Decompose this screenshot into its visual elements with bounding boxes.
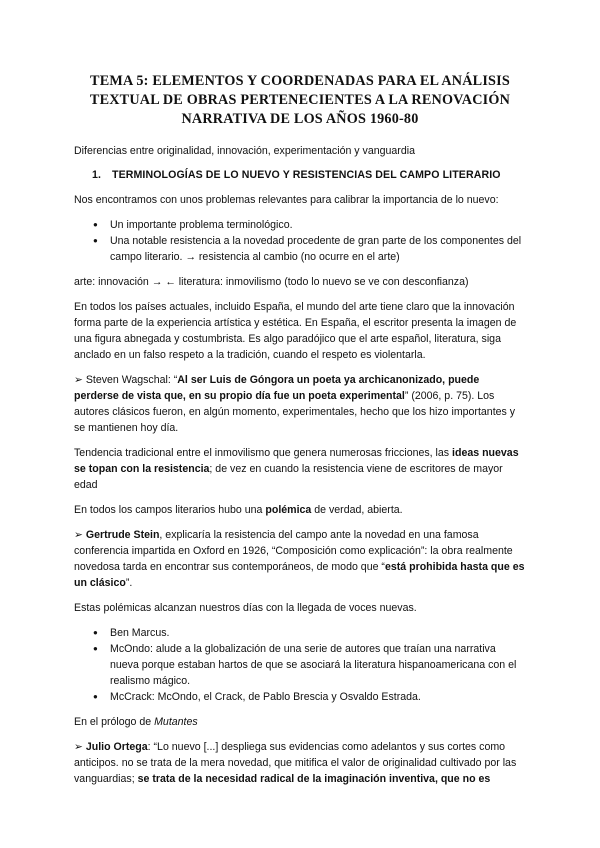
- title-line-1: TEMA 5: ELEMENTOS Y COORDENADAS PARA EL ANÁLISIS: [90, 73, 510, 89]
- section-heading-1: [74, 167, 526, 183]
- bullet-icon: ●: [93, 236, 98, 245]
- document-title: [74, 72, 526, 129]
- title-line-3: NARRATIVA DE LOS AÑOS 1960-80: [181, 111, 419, 127]
- bullet-icon: ●: [93, 220, 98, 229]
- list-item: ● Un importante problema terminológico.: [93, 219, 293, 231]
- ortega-paragraph: ➢ Julio Ortega: “Lo nuevo [...] despliega sus evidencias como adelantos y sus cortes como anticipos. no se trata de la mera novedad, que mitifica el valor de originalidad cultivado por las vanguardias; se trata de la necesidad radical de la imaginación inventiva, que no es: [74, 741, 517, 785]
- title-line-2: TEXTUAL DE OBRAS PERTENECIENTES A LA RENOVACIÓN: [89, 92, 511, 108]
- polemicas-paragraph: Estas polémicas alcanzan nuestros días con la llegada de voces nuevas.: [74, 602, 417, 614]
- arte-literatura-paragraph: arte: innovación → ← literatura: inmovilismo (todo lo nuevo se ve con desconfianza): [74, 276, 469, 288]
- wagschal-paragraph: ➢ Steven Wagschal: “Al ser Luis de Góngora un poeta ya archicanonizado, puede perderse de vista que, en su propio día fue un poeta experimental” (2006, p. 75). Los autores clásicos fueron, en algún momento, experimentales, hecho que los hizo importantes y se mantienen hoy día.: [74, 374, 516, 434]
- polemica-paragraph: En todos los campos literarios hubo una polémica de verdad, abierta.: [74, 504, 403, 516]
- bullet-icon: ●: [93, 692, 98, 701]
- subtitle: Diferencias entre originalidad, innovación, experimentación y vanguardia: [74, 145, 415, 157]
- wagschal-quote: Al ser Luis de Góngora un poeta ya archicanonizado, puede perderse de vista que, en su propio día fue un poeta experimental: [74, 374, 480, 402]
- tendencia-paragraph: Tendencia tradicional entre el inmovilismo que genera numerosas fricciones, las ideas nuevas se topan con la resistencia; de vez en cuando la resistencia viene de escritores de mayor edad: [74, 447, 519, 491]
- problems-list: [74, 217, 526, 265]
- list-item: ● Ben Marcus.: [93, 627, 170, 639]
- list-item: ● Una notable resistencia a la novedad procedente de gran parte de los componentes del campo literario. → resistencia al cambio (no ocurre en el arte): [93, 235, 522, 263]
- voces-nuevas-list: [74, 625, 526, 705]
- paises-paragraph: En todos los países actuales, incluido España, el mundo del arte tiene claro que la innovación forma parte de la experiencia artística y estética. En España, el escritor presenta la imagen de una figura abnegada y costumbrista. Es algo paradójico que el arte español, literatura, siga anclado en un falso respeto a la tradición, cuando el respeto es violentarla.: [74, 301, 517, 361]
- section-heading-text: TERMINOLOGÍAS DE LO NUEVO Y RESISTENCIAS DEL CAMPO LITERARIO: [112, 169, 501, 181]
- list-item: ● McCrack: McOndo, el Crack, de Pablo Brescia y Osvaldo Estrada.: [93, 691, 421, 703]
- intro-paragraph: Nos encontramos con unos problemas relevantes para calibrar la importancia de lo nuevo:: [74, 194, 499, 206]
- prologo-paragraph: En el prólogo de Mutantes: [74, 716, 198, 728]
- list-item: ● McOndo: alude a la globalización de una serie de autores que traían una narrativa nueva porque estaban hartos de que se asociará la literatura hispanoamericana con el realismo mágico.: [93, 643, 517, 687]
- section-number: 1.: [92, 169, 102, 181]
- bullet-icon: ●: [93, 628, 98, 637]
- bullet-icon: ●: [93, 644, 98, 653]
- stein-paragraph: ➢ Gertrude Stein, explicaría la resistencia del campo ante la novedad en una famosa conferencia impartida en Oxford en 1926, “Composición como explicación”: la obra realmente novedosa tarda en encontrar sus contemporáneos, de modo que “está prohibida hasta que es un clásico”.: [74, 529, 525, 589]
